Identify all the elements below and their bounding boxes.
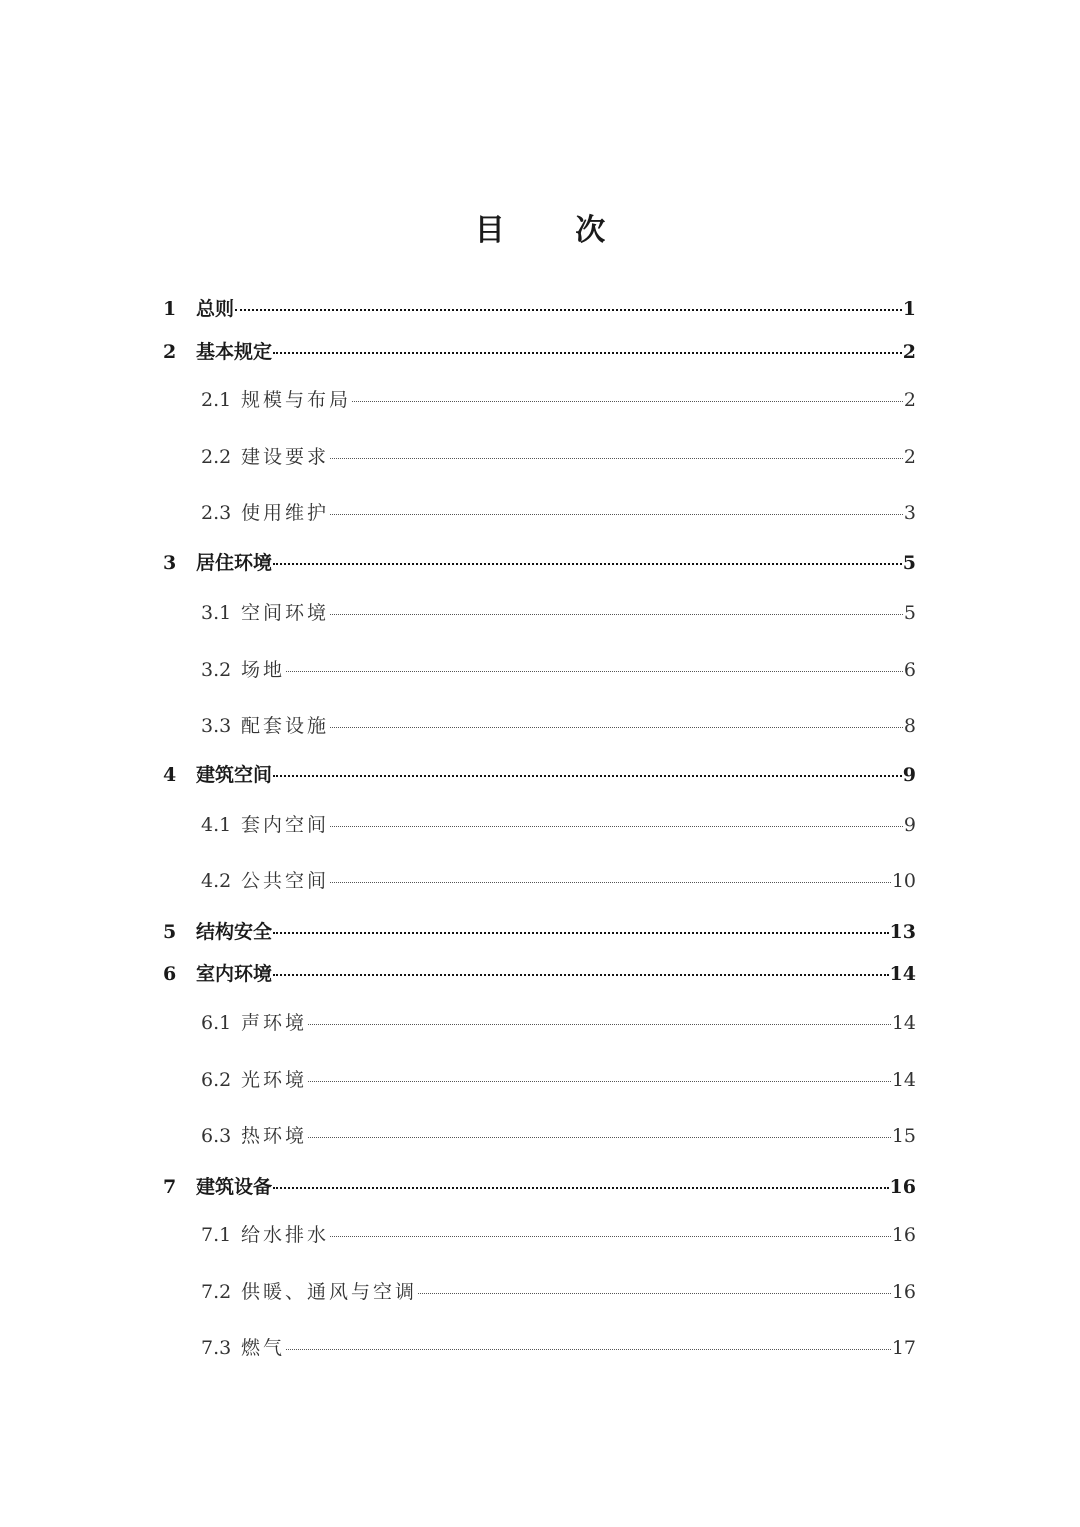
- dot-leader: [330, 614, 903, 615]
- toc-entry-page-number: 15: [891, 1125, 916, 1147]
- dot-leader: [308, 1024, 891, 1025]
- toc-entry-page-number: 3: [903, 502, 916, 524]
- toc-entry-page-number: 9: [902, 764, 916, 786]
- dot-leader: [352, 401, 903, 402]
- toc-entry-label: 总则: [196, 298, 235, 320]
- toc-entry-label: 套内空间: [241, 814, 330, 836]
- dot-leader: [273, 775, 902, 777]
- toc-entry-label: 配套设施: [241, 715, 330, 737]
- toc-entry-number: 3.1: [201, 602, 232, 624]
- toc-section-entry[interactable]: [201, 866, 916, 893]
- toc-entry-page-number: 16: [891, 1281, 916, 1303]
- toc-entry-label: 公共空间: [241, 870, 330, 892]
- dot-leader: [330, 826, 903, 827]
- toc-entry-number: 6.2: [201, 1069, 232, 1091]
- toc-chapter-entry[interactable]: [163, 1172, 916, 1199]
- toc-entry-page-number: 9: [903, 814, 916, 836]
- dot-leader: [330, 882, 891, 883]
- toc-entry-page-number: 5: [903, 602, 916, 624]
- toc-entry-label: 室内环境: [196, 963, 273, 985]
- toc-entry-page-number: 16: [891, 1224, 916, 1246]
- toc-section-entry[interactable]: [201, 385, 916, 412]
- toc-entry-label: 结构安全: [196, 921, 273, 943]
- toc-entry-number: 5: [163, 921, 177, 943]
- toc-chapter-entry[interactable]: [163, 959, 916, 986]
- toc-entry-page-number: 14: [891, 1069, 916, 1091]
- toc-entry-number: 7: [163, 1176, 177, 1198]
- toc-section-entry[interactable]: [201, 711, 916, 738]
- toc-section-entry[interactable]: [201, 1333, 916, 1360]
- dot-leader: [235, 309, 902, 311]
- dot-leader: [273, 932, 889, 934]
- toc-section-entry[interactable]: [201, 655, 916, 682]
- dot-leader: [273, 1187, 889, 1189]
- toc-chapter-entry[interactable]: [163, 917, 916, 944]
- dot-leader: [418, 1293, 891, 1294]
- toc-entry-label: 居住环境: [196, 552, 273, 574]
- toc-entry-number: 7.2: [201, 1281, 232, 1303]
- toc-entry-page-number: 2: [903, 389, 916, 411]
- dot-leader: [330, 727, 903, 728]
- toc-entry-page-number: 13: [889, 921, 916, 943]
- toc-entry-page-number: 8: [903, 715, 916, 737]
- toc-section-entry[interactable]: [201, 1065, 916, 1092]
- toc-entry-label: 场地: [241, 659, 286, 681]
- page-title: 目 次: [474, 213, 636, 248]
- toc-section-entry[interactable]: [201, 1220, 916, 1247]
- toc-entry-number: 2.1: [201, 389, 232, 411]
- toc-section-entry[interactable]: [201, 1121, 916, 1148]
- toc-entry-page-number: 2: [902, 341, 916, 363]
- toc-entry-number: 2: [163, 341, 177, 363]
- toc-entry-label: 建设要求: [241, 446, 330, 468]
- toc-entry-label: 建筑设备: [196, 1176, 273, 1198]
- toc-chapter-entry[interactable]: [163, 548, 916, 575]
- toc-entry-label: 供暖、通风与空调: [241, 1281, 418, 1303]
- toc-entry-label: 燃气: [241, 1337, 286, 1359]
- toc-entry-number: 2.2: [201, 446, 232, 468]
- dot-leader: [286, 671, 903, 672]
- dot-leader: [308, 1081, 891, 1082]
- toc-section-entry[interactable]: [201, 442, 916, 469]
- toc-entry-number: 7.3: [201, 1337, 232, 1359]
- dot-leader: [330, 458, 903, 459]
- toc-entry-number: 4: [163, 764, 177, 786]
- toc-entry-page-number: 2: [903, 446, 916, 468]
- toc-section-entry[interactable]: [201, 810, 916, 837]
- toc-entry-label: 空间环境: [241, 602, 330, 624]
- toc-entry-number: 4.1: [201, 814, 232, 836]
- dot-leader: [273, 352, 902, 354]
- toc-chapter-entry[interactable]: [163, 760, 916, 787]
- toc-entry-number: 6.1: [201, 1012, 232, 1034]
- toc-entry-page-number: 6: [903, 659, 916, 681]
- toc-entry-label: 给水排水: [241, 1224, 330, 1246]
- toc-entry-number: 3: [163, 552, 177, 574]
- toc-entry-number: 3.3: [201, 715, 232, 737]
- toc-entry-page-number: 14: [889, 963, 916, 985]
- toc-entry-number: 3.2: [201, 659, 232, 681]
- toc-entry-label: 基本规定: [196, 341, 273, 363]
- toc-entry-number: 7.1: [201, 1224, 232, 1246]
- dot-leader: [330, 1236, 891, 1237]
- toc-section-entry[interactable]: [201, 1277, 916, 1304]
- dot-leader: [330, 514, 903, 515]
- dot-leader: [308, 1137, 891, 1138]
- toc-entry-number: 1: [163, 298, 177, 320]
- toc-entry-label: 建筑空间: [196, 764, 273, 786]
- toc-entry-label: 使用维护: [241, 502, 330, 524]
- dot-leader: [286, 1349, 891, 1350]
- toc-entry-label: 热环境: [241, 1125, 308, 1147]
- toc-entry-page-number: 10: [891, 870, 916, 892]
- toc-entry-page-number: 5: [902, 552, 916, 574]
- toc-chapter-entry[interactable]: [163, 294, 916, 321]
- toc-entry-label: 规模与布局: [241, 389, 352, 411]
- toc-entry-page-number: 16: [889, 1176, 916, 1198]
- toc-entry-number: 2.3: [201, 502, 232, 524]
- toc-entry-number: 4.2: [201, 870, 232, 892]
- toc-section-entry[interactable]: [201, 598, 916, 625]
- toc-entry-label: 声环境: [241, 1012, 308, 1034]
- toc-entry-page-number: 14: [891, 1012, 916, 1034]
- toc-entry-number: 6: [163, 963, 177, 985]
- toc-entry-page-number: 1: [902, 298, 916, 320]
- toc-entry-label: 光环境: [241, 1069, 308, 1091]
- toc-section-entry[interactable]: [201, 1008, 916, 1035]
- toc-entry-number: 6.3: [201, 1125, 232, 1147]
- toc-entry-page-number: 17: [891, 1337, 916, 1359]
- toc-section-entry[interactable]: [201, 498, 916, 525]
- toc-chapter-entry[interactable]: [163, 337, 916, 364]
- dot-leader: [273, 563, 902, 565]
- dot-leader: [273, 974, 889, 976]
